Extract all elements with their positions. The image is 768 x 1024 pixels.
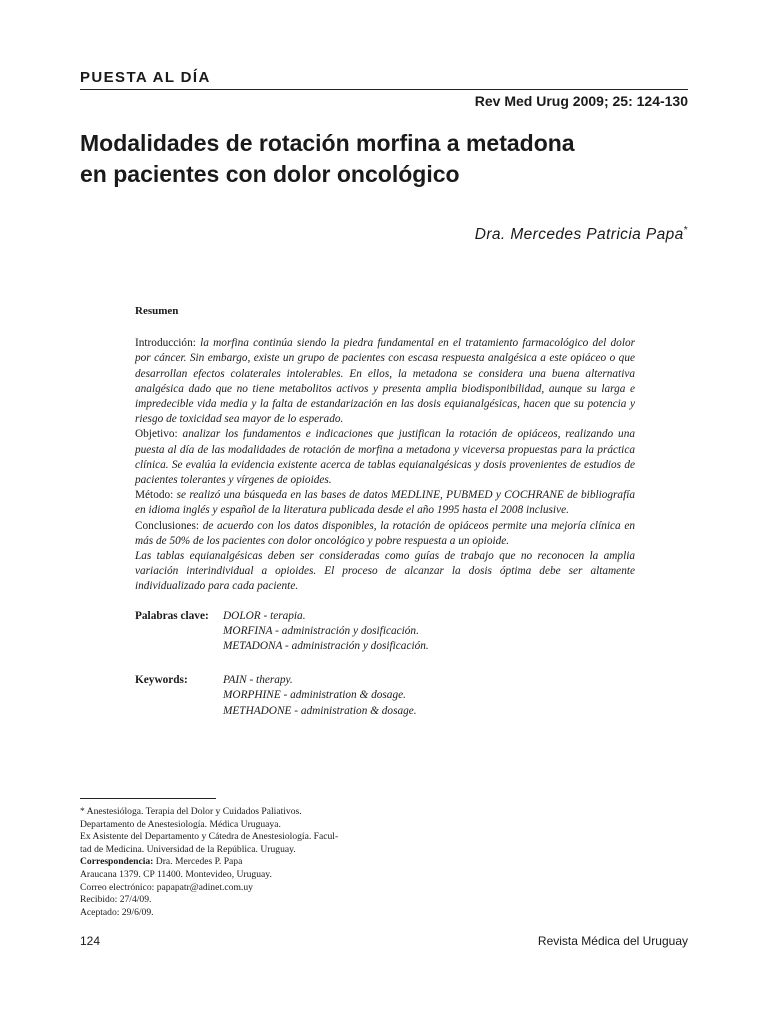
accepted-date: Aceptado: 29/6/09. bbox=[80, 906, 154, 918]
objective-text: analizar los fundamentos e indicaciones que justifican la rotación de opiáceos, realizando una puesta al día de las modalidades de rotación de morfina a metadona y viceversa propuestas para la práctica clínica. Se evalúa la evidencia existente acerca de tablas equianalgésicas y dosis provenientes de estudios de pacientes tolerantes y vírgenes de opioides. bbox=[135, 428, 635, 487]
received-date: Recibido: 27/4/09. bbox=[80, 894, 152, 906]
keyword-item: DOLOR - terapia. bbox=[223, 609, 306, 622]
journal-citation: Rev Med Urug 2009; 25: 124-130 bbox=[474, 93, 688, 109]
method-text: se realizó una búsqueda en las bases de datos MEDLINE, PUBMED y COCHRANE de bibliografía en idioma inglés y español de la literatura publicada desde el año 1995 hasta el 2008 inclusive. bbox=[135, 489, 636, 517]
article-title bbox=[80, 128, 700, 190]
section-label: PUESTA AL DÍA bbox=[80, 69, 211, 86]
keyword-item: METHADONE - administration & dosage. bbox=[223, 704, 417, 717]
author-name: Dra. Mercedes Patricia Papa bbox=[474, 226, 684, 244]
abstract-conclusions-cont bbox=[135, 549, 635, 595]
email: Correo electrónico: papapatr@adinet.com.uy bbox=[80, 881, 253, 893]
author bbox=[475, 225, 688, 244]
journal-name: Revista Médica del Uruguay bbox=[537, 934, 688, 948]
header-rule bbox=[80, 89, 688, 90]
conclusions-text: de acuerdo con los datos disponibles, la rotación de opiáceos permite una mejoría clínica en más de 50% de los pacientes con dolor oncológico y pobre respuesta a un opioide. bbox=[135, 519, 635, 547]
keywords-english bbox=[135, 673, 635, 719]
keywords-spanish bbox=[135, 609, 635, 655]
page-number: 124 bbox=[80, 934, 101, 948]
keyword-item: PAIN - therapy. bbox=[223, 674, 293, 687]
footnote-rule bbox=[80, 798, 216, 799]
abstract-introduction bbox=[135, 336, 635, 427]
footnote-line: Ex Asistente del Departamento y Cátedra de Anestesiología. Facul- bbox=[80, 831, 339, 843]
footnote-line: tad de Medicina. Universidad de la República. Uruguay. bbox=[80, 843, 296, 855]
conclusions-label: Conclusiones: bbox=[135, 519, 200, 532]
author-footnote-mark: * bbox=[683, 225, 688, 236]
abstract bbox=[135, 304, 635, 719]
author-footnote bbox=[80, 806, 380, 919]
keywords-es-label: Palabras clave: bbox=[135, 609, 209, 622]
footnote-line: Departamento de Anestesiología. Médica Uruguaya. bbox=[80, 818, 281, 830]
keywords-en-label: Keywords: bbox=[135, 674, 188, 687]
abstract-heading: Resumen bbox=[135, 305, 179, 317]
title-line-1: Modalidades de rotación morfina a metadona bbox=[80, 130, 575, 156]
correspondence bbox=[80, 856, 380, 869]
correspondence-name: Dra. Mercedes P. Papa bbox=[155, 856, 243, 868]
keywords-en-list bbox=[223, 673, 417, 719]
objective-label: Objetivo: bbox=[135, 428, 178, 441]
correspondence-label: Correspondencia: bbox=[80, 856, 154, 868]
abstract-objective bbox=[135, 427, 635, 488]
method-label: Método: bbox=[135, 489, 174, 502]
abstract-method bbox=[135, 488, 635, 518]
keyword-item: METADONA - administración y dosificación. bbox=[223, 640, 429, 653]
conclusions-text-2: Las tablas equianalgésicas deben ser consideradas como guías de trabajo que no reconocen la amplia variación interindividual a opioides. El proceso de alcanzar la dosis óptima debe ser altamente individualizado para cada paciente. bbox=[135, 550, 635, 593]
intro-text: la morfina continúa siendo la piedra fundamental en el tratamiento farmacológico del dolor por cáncer. Sin embargo, existe un grupo de pacientes con escasa respuesta analgésica a este opiáceo o que desarrollan efectos colaterales intolerables. En ellos, la metadona se considera una buena alternativa analgésica dado que no tiene metabolitos activos y presenta amplia biodisponibilidad, aunque su larga e impredecible vida media y la falta de estandarización en las dosis equianalgésicas, hacen que su potencia y riesgo de toxicidad sea mayor de lo esperado. bbox=[135, 337, 636, 426]
footnote-line: * Anestesióloga. Terapia del Dolor y Cuidados Paliativos. bbox=[80, 806, 302, 817]
address: Araucana 1379. CP 11400. Montevideo, Uruguay. bbox=[80, 868, 272, 880]
keyword-item: MORFINA - administración y dosificación. bbox=[223, 624, 419, 637]
abstract-conclusions bbox=[135, 519, 635, 549]
keywords-es-list bbox=[223, 609, 429, 655]
keyword-item: MORPHINE - administration & dosage. bbox=[223, 689, 406, 702]
intro-label: Introducción: bbox=[135, 337, 196, 350]
title-line-2: en pacientes con dolor oncológico bbox=[80, 161, 460, 187]
